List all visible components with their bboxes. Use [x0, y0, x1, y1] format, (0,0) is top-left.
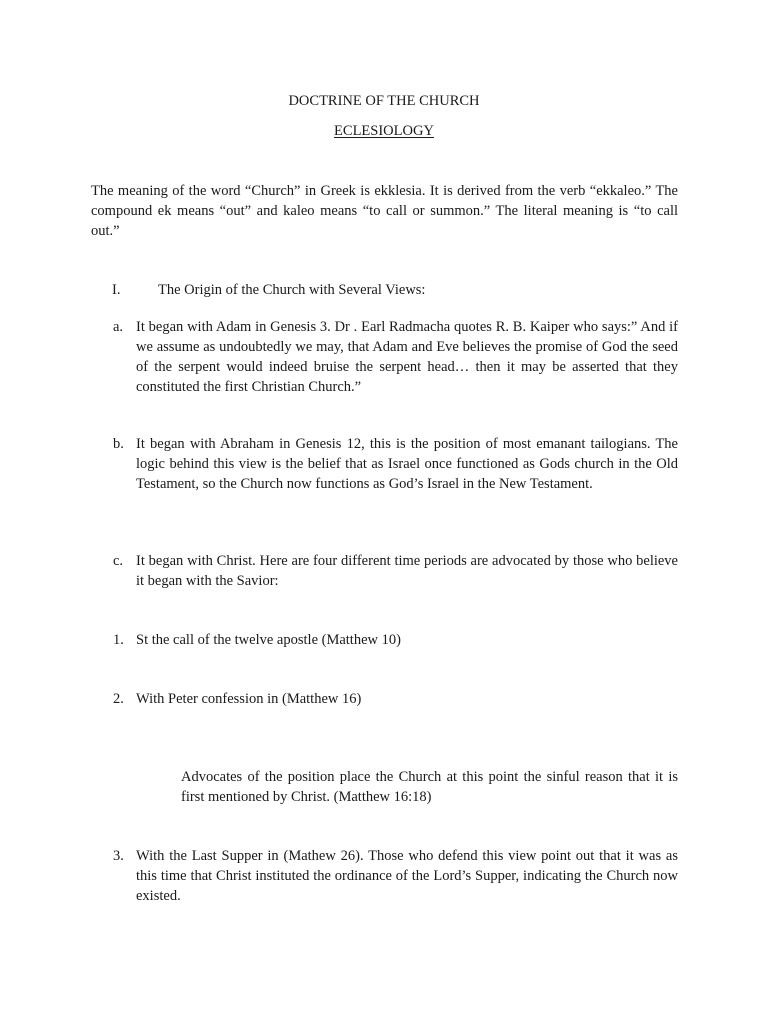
item-c-marker: c.: [113, 553, 124, 569]
item-c-text: It began with Christ. Here are four different time periods are advocated by those who believe it began with the Savior:: [136, 553, 678, 589]
numbered-2-marker: 2.: [113, 691, 124, 707]
item-b-marker: b.: [113, 436, 124, 452]
numbered-1-marker: 1.: [113, 632, 124, 648]
document-title: DOCTRINE OF THE CHURCH: [288, 93, 480, 109]
numbered-3-text: With the Last Supper in (Mathew 26). Those who defend this view point out that it was as this time that Christ instituted the ordinance of the Lord’s Supper, indicating the Church now existed.: [136, 848, 678, 904]
item-b-text: It began with Abraham in Genesis 12, this is the position of most emanant tailogians. The logic behind this view is the belief that as Israel once functioned as Gods church in the Old Testament, so the Church now functions as God’s Israel in the New Testament.: [136, 436, 678, 492]
section-marker: I.: [112, 282, 121, 298]
section-heading: The Origin of the Church with Several Views:: [158, 282, 426, 298]
item-a-marker: a.: [113, 319, 124, 335]
item-a-text: It began with Adam in Genesis 3. Dr . Earl Radmacha quotes R. B. Kaiper who says:” And if we assume as undoubtedly we may, that Adam and Eve believes the promise of God the seed of the serpent would indeed bruise the serpent head… then it may be asserted that they constituted the first Christian Church.”: [136, 319, 678, 395]
intro-paragraph: The meaning of the word “Church” in Greek is ekklesia. It is derived from the verb “ekkaleo.” The compound ek means “out” and kaleo means “to call or summon.” The literal meaning is “to call out.”: [91, 183, 678, 239]
numbered-2-text: With Peter confession in (Matthew 16): [136, 691, 362, 707]
numbered-1-text: St the call of the twelve apostle (Matthew 10): [136, 632, 401, 648]
numbered-3-marker: 3.: [113, 848, 124, 864]
document-subtitle-text: ECLESIOLOGY: [334, 123, 434, 139]
advocates-note: Advocates of the position place the Church at this point the sinful reason that it is first mentioned by Christ. (Matthew 16:18): [181, 769, 678, 805]
document-subtitle: [0, 123, 768, 140]
